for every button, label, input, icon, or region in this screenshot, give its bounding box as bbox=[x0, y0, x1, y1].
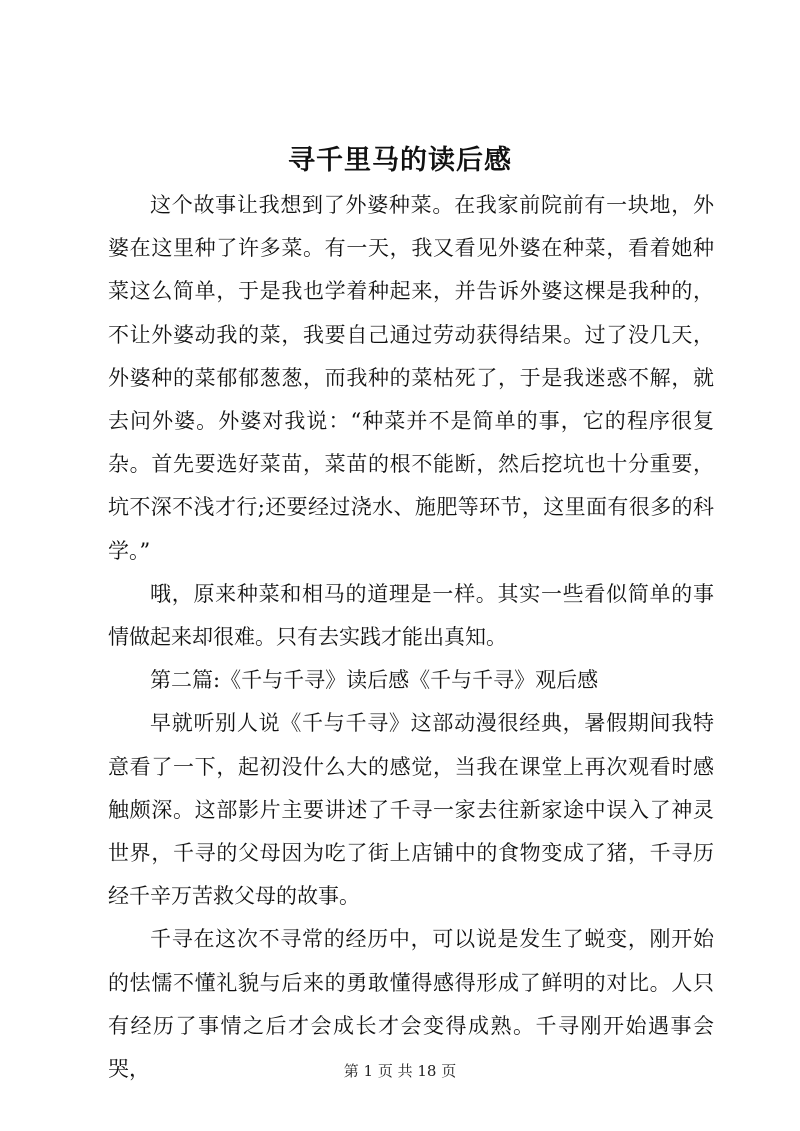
paragraph: 这个故事让我想到了外婆种菜。在我家前院前有一块地，外婆在这里种了许多菜。有一天，我又看见外婆在种菜，看着她种菜这么简单，于是我也学着种起来，并告诉外婆这棵是我种的，不让外婆动我的菜，我要自己通过劳动获得结果。过了没几天，外婆种的菜郁郁葱葱，而我种的菜枯死了，于是我迷惑不解，就去问外婆。外婆对我说：“种菜并不是简单的事，它的程序很复杂。首先要选好菜苗，菜苗的根不能断，然后挖坑也十分重要，坑不深不浅才行;还要经过浇水、施肥等环节，这里面有很多的科学。” bbox=[108, 193, 714, 563]
paragraph: 早就听别人说《千与千寻》这部动漫很经典，暑假期间我特意看了一下，起初没什么大的感觉，当我在课堂上再次观看时感触颇深。这部影片主要讲述了千寻一家去往新家途中误入了神灵世界，千寻的父母因为吃了街上店铺中的食物变成了猪，千寻历经千辛万苦救父母的故事。 bbox=[108, 711, 714, 909]
page-footer: 第 1 页 共 18 页 bbox=[343, 1062, 457, 1080]
paragraph: 千寻在这次不寻常的经历中，可以说是发生了蜕变，刚开始的怯懦不懂礼貌与后来的勇敢懂得感得形成了鲜明的对比。人只有经历了事情之后才会成长才会变得成熟。千寻刚开始遇事会哭， bbox=[108, 927, 714, 1082]
paragraph: 哦，原来种菜和相马的道理是一样。其实一些看似简单的事情做起来却很难。只有去实践才能出真知。 bbox=[108, 581, 714, 650]
section-heading: 第二篇:《千与千寻》读后感《千与千寻》观后感 bbox=[150, 668, 599, 693]
document-body bbox=[108, 184, 714, 1091]
document-title: 寻千里马的读后感 bbox=[288, 145, 512, 176]
